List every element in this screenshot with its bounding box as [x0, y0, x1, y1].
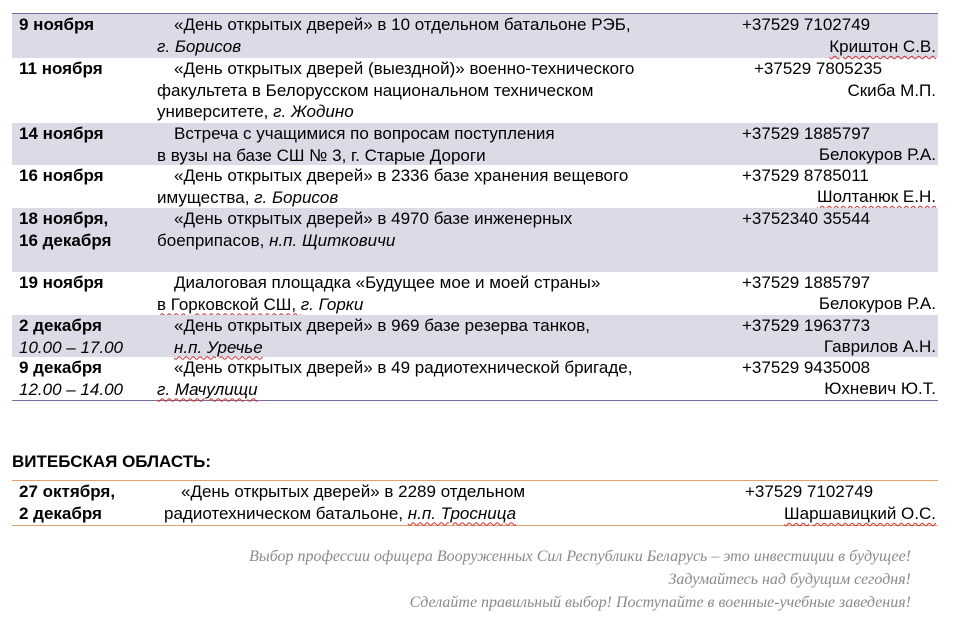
event-description: Диалоговая площадка «Будущее мое и моей страны» в Горковской СШ, г. Горки — [157, 273, 601, 314]
table-row — [12, 14, 938, 58]
events-table-vitebsk — [12, 480, 938, 526]
event-phone: +37529 1963773 — [742, 316, 871, 335]
table-row — [12, 357, 938, 401]
event-contact: Шолтанюк Е.Н. — [817, 187, 936, 206]
region-heading: ВИТЕБСКАЯ ОБЛАСТЬ: — [12, 452, 212, 471]
footer-line: Выбор профессии офицера Вооруженных Сил Республики Беларусь – это инвестиции в будущее! — [249, 548, 911, 565]
event-description: «День открытых дверей» в 2289 отдельном радиотехническом батальоне, н.п. Тросница — [164, 482, 526, 523]
footer-line: Задумайтесь над будущим сегодня! — [668, 571, 911, 588]
event-contact: Скиба М.П. — [847, 81, 936, 100]
event-contact: Гаврилов А.Н. — [823, 337, 936, 356]
event-description: Встреча с учащимися по вопросам поступления в вузы на базе СШ № 3, г. Старые Дороги — [157, 124, 555, 165]
footer-slogan — [249, 545, 911, 614]
event-description: «День открытых дверей» в 2336 базе хранения вещевого имущества, г. Борисов — [157, 166, 629, 207]
table-row — [12, 481, 938, 525]
table-row — [12, 208, 938, 272]
event-date: 18 ноября, 16 декабря — [19, 209, 112, 250]
event-contact: Юхневич Ю.Т. — [824, 379, 936, 398]
table-row — [12, 315, 938, 357]
event-date: 9 декабря 12.00 – 14.00 — [19, 358, 123, 399]
event-date: 27 октября, 2 декабря — [19, 482, 116, 523]
event-date: 9 ноября — [19, 15, 95, 34]
event-phone: +37529 1885797 — [742, 124, 871, 143]
event-contact: Криштон С.В. — [829, 37, 936, 56]
event-date: 11 ноября — [19, 59, 103, 78]
event-description: «День открытых дверей» в 4970 базе инженерных боеприпасов, н.п. Щитковичи — [157, 209, 573, 250]
event-date: 16 ноября — [19, 166, 104, 185]
table-row — [12, 58, 938, 123]
event-phone: +37529 1885797 — [742, 273, 871, 292]
event-phone: +3752340 35544 — [742, 209, 871, 228]
event-phone: +37529 7102749 — [742, 15, 871, 34]
event-phone: +37529 9435008 — [742, 358, 871, 377]
table-row — [12, 272, 938, 315]
event-contact: Белокуров Р.А. — [818, 145, 936, 164]
event-date: 2 декабря 10.00 – 17.00 — [19, 316, 123, 357]
event-phone: +37529 7102749 — [745, 482, 874, 501]
table-row — [12, 123, 938, 165]
footer-line: Сделайте правильный выбор! Поступайте в военные-учебные заведения! — [409, 594, 911, 611]
event-contact: Белокуров Р.А. — [818, 294, 936, 313]
event-description: «День открытых дверей» в 10 отдельном батальоне РЭБ, г. Борисов — [157, 15, 631, 56]
event-contact: Шаршавицкий О.С. — [784, 504, 936, 523]
event-phone: +37529 7805235 — [754, 59, 883, 78]
event-date: 19 ноября — [19, 273, 104, 292]
event-phone: +37529 8785011 — [742, 166, 869, 185]
event-description: «День открытых дверей» в 49 радиотехнической бригаде, г. Мачулищи — [157, 358, 633, 399]
event-description: «День открытых дверей» в 969 базе резерва танков, н.п. Уречье — [174, 316, 590, 357]
table-row — [12, 165, 938, 208]
events-table-minsk — [12, 13, 938, 401]
event-description: «День открытых дверей (выездной)» военно-технического факультета в Белорусском национальном техническом университете, г. Жодино — [157, 59, 635, 121]
event-date: 14 ноября — [19, 124, 104, 143]
